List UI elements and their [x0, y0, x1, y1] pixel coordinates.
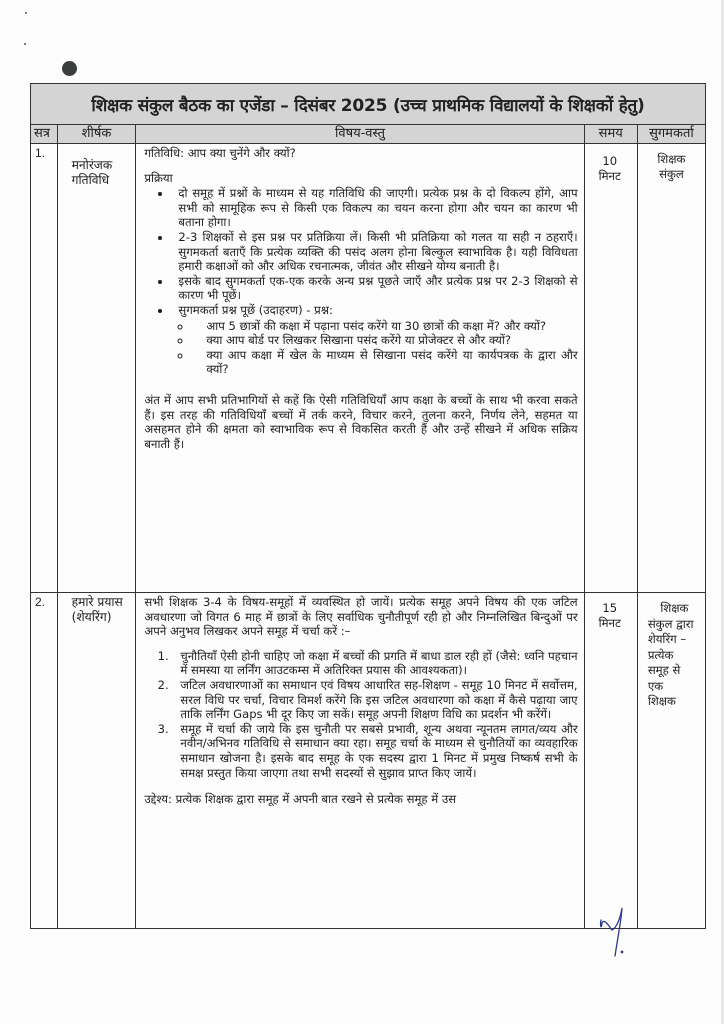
agenda-table	[30, 124, 706, 929]
session-number: 1.	[31, 144, 58, 593]
column-header-facilitator: सुगमकर्ता	[637, 125, 705, 144]
process-list	[144, 186, 577, 377]
column-header-title: शीर्षक	[57, 125, 136, 144]
facilitator-line: शिक्षक	[657, 152, 686, 166]
session-facilitator	[637, 593, 705, 929]
scan-speck	[25, 12, 27, 14]
session-title-line: मनोरंजक	[71, 158, 113, 172]
session-content	[136, 144, 584, 593]
session-title-line: (शेयरिंग)	[71, 609, 112, 624]
table-row	[31, 144, 706, 593]
table-row	[31, 593, 706, 929]
time-value: 15	[602, 601, 618, 615]
session-number: 2.	[31, 593, 58, 929]
facilitator-line: शेयरिंग –	[647, 632, 687, 646]
session-content	[136, 593, 584, 929]
process-step: • 2-3 शिक्षकों से इस प्रश्न पर प्रतिक्रिया लें। किसी भी प्रतिक्रिया को गलत या सही न ठहराएँ। सुगमकर्ता बताएँ कि प्रत्येक व्यक्ति की पसंद अलग होना बिल्कुल स्वाभाविक है। यही विविधता हमारी कक्षाओं को और अधिक रचनात्मक, जीवंत और सीखने योग्य बनाती है।	[172, 230, 577, 274]
time-unit: मिनट	[598, 615, 621, 630]
process-label: प्रक्रिया	[144, 170, 173, 185]
example-question: ◦ क्या आप कक्षा में खेल के माध्यम से सिखाना पसंद करेंगे या कार्यपत्रक के द्वारा और क्यों?	[192, 348, 577, 377]
agenda-document	[30, 83, 706, 929]
session-title-line: गतिविधि	[71, 172, 110, 187]
scan-speck	[24, 43, 26, 45]
facilitator-line: प्रत्येक	[647, 647, 674, 662]
table-header-row	[31, 125, 706, 144]
document-title: शिक्षक संकुल बैठक का एजेंडा – दिसंबर 2025 (उच्च प्राथमिक विद्यालयों के शिक्षकों हेतु)	[30, 83, 706, 124]
facilitator-line: शिक्षक	[647, 694, 676, 708]
session-title-line: हमारे प्रयास	[71, 595, 123, 609]
time-value: 10	[602, 154, 618, 168]
process-step: • दो समूह में प्रश्नों के माध्यम से यह गतिविधि की जाएगी। प्रत्येक प्रश्न के दो विकल्प होंगे, आप सभी को सामूहिक रूप से किसी एक विकल्प का चयन करना होगा और चयन का कारण भी बताना होगा।	[172, 186, 577, 230]
facilitator-line: संकुल द्वारा	[647, 616, 694, 631]
closing-paragraph: अंत में आप सभी प्रतिभागियों से कहें कि ऐसी गतिविधियाँ आप कक्षा के बच्चों के साथ भी करवा सकते हैं। इस तरह की गतिविधियाँ बच्चों में तर्क करने, विचार करने, तुलना करने, निर्णय लेने, सहमत या असहमत होने की क्षमता को स्वाभाविक रूप से विकसित करती हैं और उन्हें सीखने में अधिक सक्रिय बनाती हैं।	[144, 392, 578, 451]
process-step	[172, 303, 577, 377]
facilitator-line: समूह से	[647, 663, 681, 677]
session-time	[584, 144, 637, 593]
handwritten-signature	[598, 906, 638, 962]
column-header-content: विषय-वस्तु	[136, 125, 584, 144]
session-facilitator	[637, 144, 705, 593]
discussion-point: 1. चुनौतियाँ ऐसी होनी चाहिए जो कक्षा में बच्चों की प्रगति में बाधा डाल रही हों (जैसे: ध्वनि पहचान में समस्या या लर्निंग आउटकम्स में अतिरिक्त प्रयास की आवश्यकता)।	[172, 649, 577, 678]
process-step-text: सुगमकर्ता प्रश्न पूछें (उदाहरण) - प्रश्न:	[178, 302, 333, 317]
punch-hole	[62, 61, 77, 76]
column-header-time: समय	[584, 125, 637, 144]
session-time	[584, 593, 637, 929]
example-questions	[150, 319, 577, 377]
discussion-points	[144, 649, 577, 780]
discussion-point: 2. जटिल अवधारणाओं का समाधान एवं विषय आधारित सह-शिक्षण - समूह 10 मिनट में सर्वोत्तम, सरल विधि पर चर्चा, विचार विमर्श करेंगे कि इस जटिल अवधारणा को कक्षा में कैसे पढ़ाया जाए ताकि लर्निंग Gaps भी दूर किए जा सकें। समूह अपनी शिक्षण विधि का प्रदर्शन भी करेंगें।	[172, 678, 577, 722]
example-question: ◦ क्या आप बोर्ड पर लिखकर सिखाना पसंद करेंगे या प्रोजेक्टर से और क्यों?	[192, 333, 577, 348]
objective-text: उद्देश्य: प्रत्येक शिक्षक द्वारा समूह में अपनी बात रखने से प्रत्येक समूह में उस	[144, 792, 457, 807]
facilitator-line: शिक्षक	[660, 601, 689, 615]
session-title	[57, 144, 136, 593]
process-step: • इसके बाद सुगमकर्ता एक-एक करके अन्य प्रश्न पूछते जाएँ और प्रत्येक प्रश्न पर 2-3 शिक्षको से कारण भी पूछें।	[172, 274, 577, 303]
time-unit: मिनट	[598, 168, 621, 183]
activity-heading: गतिविधि: आप क्या चुनेंगे और क्यों?	[144, 146, 296, 160]
session-intro: सभी शिक्षक 3-4 के विषय-समूहों में व्यवस्थित हो जायें। प्रत्येक समूह अपने विषय की एक जटिल अवधारणा जो विगत 6 माह में छात्रों के लिए सर्वाधिक चुनौतीपूर्ण रही हो और निम्नलिखित बिन्दुओं पर अपने अनुभव लिखकर अपने समूह में चर्चा करें :–	[144, 595, 578, 639]
session-title	[57, 593, 136, 929]
example-question: ◦ आप 5 छात्रों की कक्षा में पढ़ाना पसंद करेंगे या 30 छात्रों की कक्षा में? और क्यों?	[192, 319, 577, 334]
facilitator-line: एक	[647, 678, 664, 693]
facilitator-line: संकुल	[659, 166, 684, 181]
discussion-point: 3. समूह में चर्चा की जाये कि इस चुनौती पर सबसे प्रभावी, शून्य अथवा न्यूनतम लागत/व्यय और नवीन/अभिनव गतिविधि से समाधान क्या रहा। समूह चर्चा के माध्यम से चुनौतियों का व्यवहारिक समाधान खोजना है। इसके बाद समूह के एक सदस्य द्वारा 1 मिनट में प्रमुख निष्कर्ष सभी के समक्ष प्रस्तुत किया जाएगा तथा सभी सदस्यों से सुझाव प्राप्त किए जायें।	[172, 722, 577, 780]
column-header-session: सत्र	[31, 125, 58, 144]
